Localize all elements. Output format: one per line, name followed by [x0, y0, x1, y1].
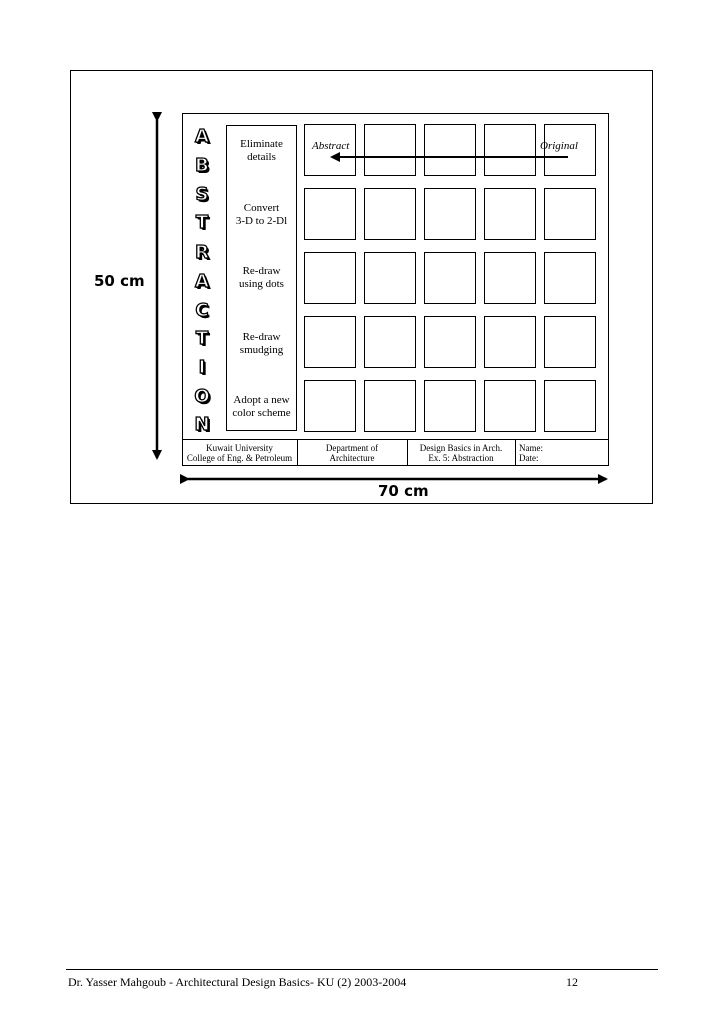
title-letter: A — [195, 126, 209, 147]
title-block-name-date: Name: Date: — [519, 443, 543, 463]
page-number: 12 — [566, 975, 578, 989]
title-letter: R — [195, 242, 209, 263]
title-block-department: Department of Architecture — [325, 443, 379, 463]
title-block-university: Kuwait University College of Eng. & Petroleum — [186, 443, 293, 463]
title-letter: S — [195, 184, 209, 205]
original-label: Original — [540, 140, 578, 152]
title-letter: N — [194, 414, 210, 435]
abstract-label: Abstract — [312, 140, 350, 152]
step-redraw-dots: Re-draw using dots — [239, 265, 284, 290]
step-eliminate-details: Eliminate details — [240, 138, 283, 163]
step-convert-2d: Convert 3-D to 2-Dl — [235, 202, 288, 227]
height-dimension-label: 50 cm — [94, 272, 145, 290]
title-letter: T — [195, 328, 209, 349]
title-letter: B — [195, 155, 209, 176]
footer-credit: Dr. Yasser Mahgoub - Architectural Design Basics- KU (2) 2003-2004 — [68, 975, 407, 989]
step-redraw-smudging: Re-draw smudging — [239, 331, 284, 356]
title-letter: O — [194, 386, 210, 407]
title-letter: C — [195, 300, 209, 321]
title-letter: A — [195, 271, 209, 292]
title-letter: I — [198, 357, 206, 378]
title-letter: T — [195, 212, 209, 233]
width-dimension-label: 70 cm — [378, 482, 429, 500]
step-new-color-scheme: Adopt a new color scheme — [232, 394, 291, 419]
title-block-course: Design Basics in Arch. Ex. 5: Abstraction — [419, 443, 503, 463]
footer-divider — [66, 969, 658, 970]
